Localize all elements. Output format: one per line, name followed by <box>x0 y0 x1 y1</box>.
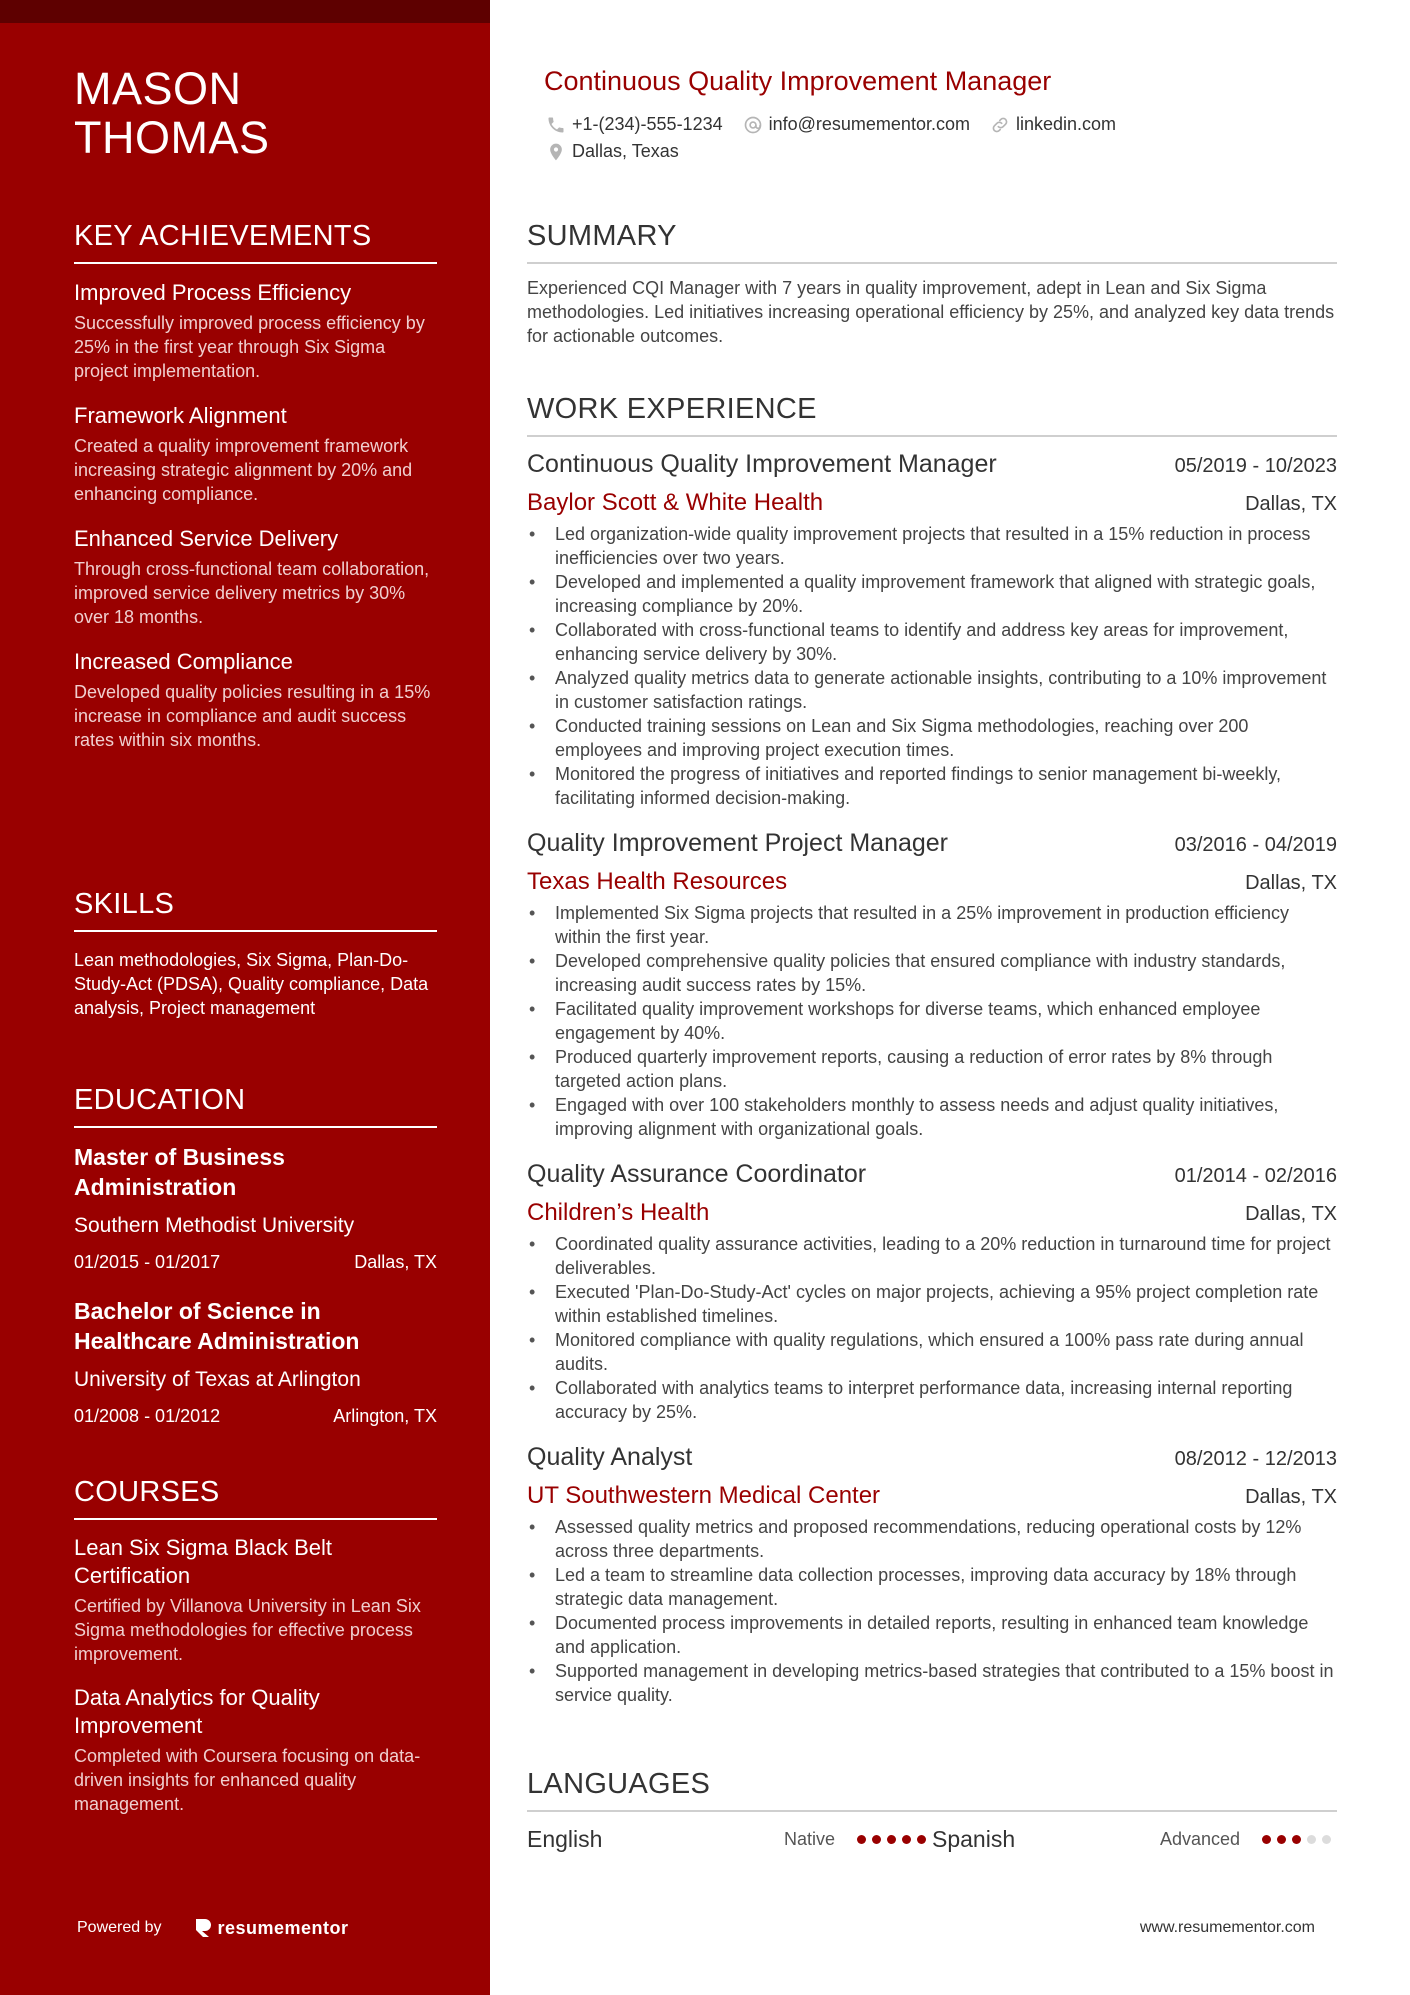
proficiency-dot-filled <box>902 1835 911 1844</box>
job-bullet: • Led a team to streamline data collection processes, improving data accuracy by 18% through strategic data management. <box>527 1563 1337 1611</box>
education-dates: 01/2015 - 01/2017 <box>74 1252 221 1272</box>
achievement-item <box>74 647 437 752</box>
achievement-title: Enhanced Service Delivery <box>74 526 339 551</box>
course-item <box>74 1684 437 1816</box>
job-company: Baylor Scott & White Health <box>527 489 824 516</box>
education-location: Arlington, TX <box>333 1406 437 1426</box>
job-bullets <box>527 522 1337 810</box>
education-degree: Master of Business Administration <box>74 1144 285 1200</box>
job-dates: 01/2014 - 02/2016 <box>1174 1165 1337 1187</box>
language-proficiency-dots <box>1262 1835 1337 1844</box>
email-text: info@resumementor.com <box>768 114 970 134</box>
job-location: Dallas, TX <box>1245 872 1337 894</box>
courses-section <box>74 1474 437 1816</box>
contact-phone[interactable] <box>546 114 723 135</box>
name-first: MASON <box>74 63 242 114</box>
location-text: Dallas, Texas <box>572 141 679 161</box>
summary-heading: SUMMARY <box>527 218 1337 264</box>
language-name: Spanish <box>932 1826 1016 1852</box>
job-company: UT Southwestern Medical Center <box>527 1482 881 1509</box>
achievement-desc: Created a quality improvement framework increasing strategic alignment by 20% and enhancing compliance. <box>74 436 413 504</box>
education-dates: 01/2008 - 01/2012 <box>74 1406 221 1426</box>
brand-name: resumementor <box>217 1918 349 1938</box>
languages-heading: LANGUAGES <box>527 1766 1337 1812</box>
brand-logo[interactable] <box>194 1917 349 1939</box>
proficiency-dot-filled <box>1262 1835 1271 1844</box>
job-bullet: • Collaborated with analytics teams to interpret performance data, increasing internal reporting accuracy by 25%. <box>527 1376 1337 1424</box>
proficiency-dot-filled <box>872 1835 881 1844</box>
contact-row <box>546 114 1136 135</box>
proficiency-dot-empty <box>1322 1835 1331 1844</box>
job-bullet: • Produced quarterly improvement reports, causing a reduction of error rates by 8% through targeted action plans. <box>527 1045 1337 1093</box>
job-bullet: • Implemented Six Sigma projects that resulted in a 25% improvement in production efficiency within the first year. <box>527 901 1337 949</box>
skills-heading: SKILLS <box>74 886 437 932</box>
linkedin-text: linkedin.com <box>1015 114 1117 134</box>
proficiency-dot-filled <box>857 1835 866 1844</box>
languages-section <box>527 1766 1337 1854</box>
phone-icon <box>546 115 566 135</box>
job-bullet: • Coordinated quality assurance activities, leading to a 20% reduction in turnaround time for project deliverables. <box>527 1232 1337 1280</box>
contact-location <box>546 141 679 162</box>
education-school: Southern Methodist University <box>74 1214 355 1237</box>
name-last: THOMAS <box>74 112 270 163</box>
achievements-heading: KEY ACHIEVEMENTS <box>74 218 437 264</box>
achievement-item <box>74 524 437 629</box>
language-item <box>527 1824 932 1854</box>
job-company: Texas Health Resources <box>527 868 788 895</box>
language-item <box>932 1824 1337 1854</box>
job-role: Quality Improvement Project Manager <box>527 829 949 857</box>
contact-linkedin[interactable] <box>990 114 1116 135</box>
resumementor-logo-icon <box>194 1918 212 1938</box>
education-heading: EDUCATION <box>74 1082 437 1128</box>
course-item <box>74 1534 437 1666</box>
education-school: University of Texas at Arlington <box>74 1368 361 1391</box>
location-pin-icon <box>546 142 566 162</box>
job-bullets <box>527 901 1337 1141</box>
job-location: Dallas, TX <box>1245 1203 1337 1225</box>
job-entry <box>527 1157 1337 1424</box>
job-bullet: • Collaborated with cross-functional teams to identify and address key areas for improvement, enhancing service delivery by 30%. <box>527 618 1337 666</box>
powered-by-label: Powered by <box>77 1919 162 1936</box>
job-role: Quality Analyst <box>527 1443 693 1471</box>
at-icon <box>743 115 763 135</box>
job-bullet: • Led organization-wide quality improvement projects that resulted in a 15% reduction in process inefficiencies over two years. <box>527 522 1337 570</box>
job-dates: 05/2019 - 10/2023 <box>1174 455 1337 477</box>
job-entry <box>527 1440 1337 1707</box>
education-item <box>74 1142 437 1274</box>
education-item <box>74 1296 437 1428</box>
contact-email[interactable] <box>743 114 970 135</box>
achievements-section <box>74 218 437 752</box>
job-bullet: • Documented process improvements in detailed reports, resulting in enhanced team knowledge and application. <box>527 1611 1337 1659</box>
course-title: Lean Six Sigma Black Belt Certification <box>74 1535 333 1588</box>
achievement-item <box>74 278 437 383</box>
contact-row-location <box>546 141 699 162</box>
language-level: Native <box>783 1828 835 1849</box>
achievement-desc: Successfully improved process efficiency by 25% in the first year through Six Sigma project implementation. <box>74 313 425 381</box>
courses-heading: COURSES <box>74 1474 437 1520</box>
education-degree: Bachelor of Science in Healthcare Administration <box>74 1298 360 1354</box>
job-bullet: • Supported management in developing metrics-based strategies that contributed to a 15% boost in service quality. <box>527 1659 1337 1707</box>
sidebar <box>0 0 490 1995</box>
job-dates: 08/2012 - 12/2013 <box>1174 1448 1337 1470</box>
job-bullet: • Conducted training sessions on Lean and Six Sigma methodologies, reaching over 200 employees and improving project execution times. <box>527 714 1337 762</box>
proficiency-dot-filled <box>1277 1835 1286 1844</box>
education-section <box>74 1082 437 1428</box>
achievement-title: Increased Compliance <box>74 649 293 674</box>
job-role: Quality Assurance Coordinator <box>527 1160 867 1188</box>
link-icon <box>990 115 1010 135</box>
job-bullet: • Developed comprehensive quality policies that ensured compliance with industry standards, increasing audit success rates by 15%. <box>527 949 1337 997</box>
language-level: Advanced <box>1159 1828 1240 1849</box>
job-entry <box>527 826 1337 1141</box>
achievement-desc: Through cross-functional team collaboration, improved service delivery metrics by 30% over 18 months. <box>74 559 430 627</box>
candidate-name <box>74 64 474 162</box>
job-bullet: • Engaged with over 100 stakeholders monthly to assess needs and adjust quality initiatives, improving alignment with organizational goals. <box>527 1093 1337 1141</box>
language-proficiency-dots <box>857 1835 932 1844</box>
job-bullet: • Monitored compliance with quality regulations, which ensured a 100% pass rate during annual audits. <box>527 1328 1337 1376</box>
job-bullet: • Developed and implemented a quality improvement framework that aligned with strategic goals, increasing compliance by 20%. <box>527 570 1337 618</box>
phone-text: +1-(234)-555-1234 <box>572 114 723 134</box>
achievement-title: Framework Alignment <box>74 403 287 428</box>
job-bullet: • Executed 'Plan-Do-Study-Act' cycles on major projects, achieving a 95% project completion rate within established timelines. <box>527 1280 1337 1328</box>
experience-heading: WORK EXPERIENCE <box>527 391 1337 437</box>
job-bullet: • Assessed quality metrics and proposed recommendations, reducing operational costs by 12% across three departments. <box>527 1515 1337 1563</box>
job-title: Continuous Quality Improvement Manager <box>544 66 1052 96</box>
achievement-title: Improved Process Efficiency <box>74 280 352 305</box>
achievement-item <box>74 401 437 506</box>
powered-by <box>77 1917 349 1939</box>
job-bullets <box>527 1232 1337 1424</box>
education-location: Dallas, TX <box>354 1252 437 1272</box>
job-role: Continuous Quality Improvement Manager <box>527 450 997 478</box>
course-title: Data Analytics for Quality Improvement <box>74 1685 320 1738</box>
job-bullets <box>527 1515 1337 1707</box>
job-bullet: • Monitored the progress of initiatives and reported findings to senior management bi-weekly, facilitating informed decision-making. <box>527 762 1337 810</box>
job-entry <box>527 447 1337 810</box>
proficiency-dot-filled <box>917 1835 926 1844</box>
skills-list: Lean methodologies, Six Sigma, Plan-Do-Study-Act (PDSA), Quality compliance, Data analysis, Project management <box>74 950 429 1018</box>
language-name: English <box>527 1826 603 1852</box>
summary-section <box>527 218 1337 348</box>
job-company: Children’s Health <box>527 1199 710 1226</box>
footer-url[interactable]: www.resumementor.com <box>1139 1919 1315 1936</box>
summary-text: Experienced CQI Manager with 7 years in quality improvement, adept in Lean and Six Sigma methodologies. Led initiatives increasing operational efficiency by 25%, and analyzed key data trends for actionable outcomes. <box>527 278 1335 346</box>
course-desc: Certified by Villanova University in Lean Six Sigma methodologies for effective process improvement. <box>74 1596 421 1664</box>
sidebar-top-bar <box>0 0 490 23</box>
proficiency-dot-filled <box>887 1835 896 1844</box>
job-bullet: • Facilitated quality improvement workshops for diverse teams, which enhanced employee engagement by 40%. <box>527 997 1337 1045</box>
job-location: Dallas, TX <box>1245 493 1337 515</box>
course-desc: Completed with Coursera focusing on data-driven insights for enhanced quality management. <box>74 1746 421 1814</box>
proficiency-dot-empty <box>1307 1835 1316 1844</box>
job-location: Dallas, TX <box>1245 1486 1337 1508</box>
job-dates: 03/2016 - 04/2019 <box>1174 834 1337 856</box>
job-bullet: • Analyzed quality metrics data to generate actionable insights, contributing to a 10% improvement in customer satisfaction ratings. <box>527 666 1337 714</box>
achievement-desc: Developed quality policies resulting in a 15% increase in compliance and audit success rates within six months. <box>74 682 431 750</box>
skills-section <box>74 886 437 1020</box>
experience-section <box>527 391 1337 1707</box>
proficiency-dot-filled <box>1292 1835 1301 1844</box>
